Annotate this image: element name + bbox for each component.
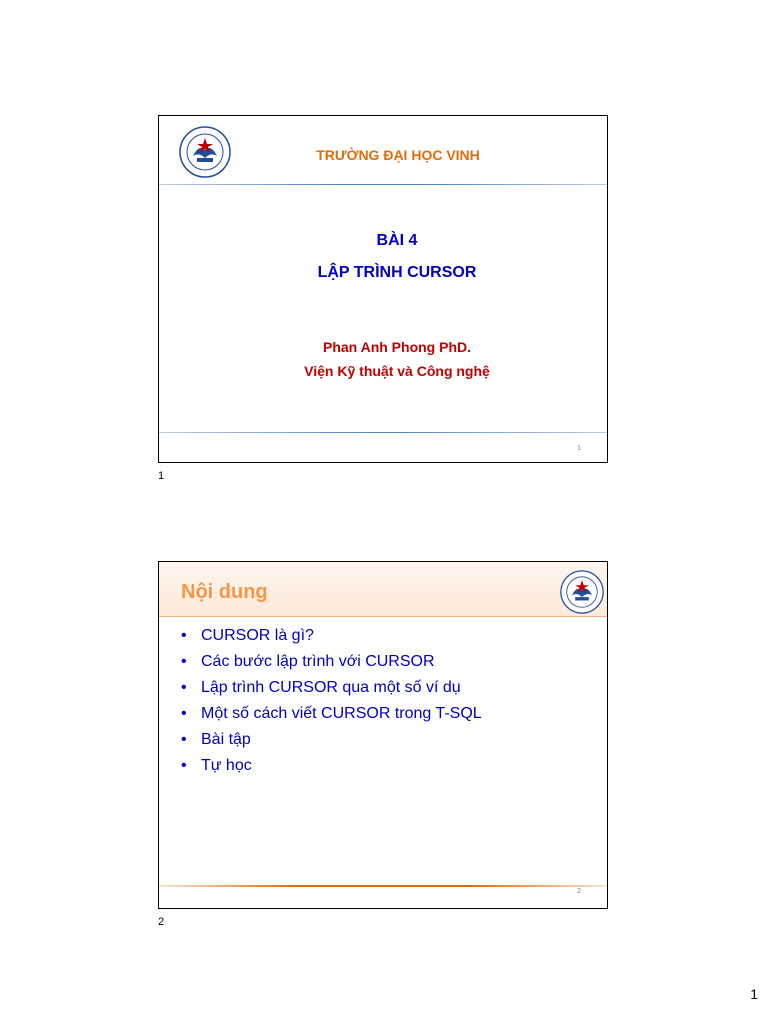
- lesson-title: LẬP TRÌNH CURSOR: [317, 264, 477, 281]
- slide-caption: 2: [158, 916, 165, 928]
- list-item-text: Các bước lập trình với CURSOR: [201, 653, 435, 670]
- list-item: [181, 727, 482, 753]
- list-item-text: Tự học: [201, 757, 252, 774]
- institute-name: Viện Kỹ thuật và Công nghệ: [304, 363, 490, 379]
- list-item: [181, 753, 482, 779]
- list-item-text: CURSOR là gì?: [201, 627, 314, 644]
- slide-2: [158, 561, 608, 909]
- slide-caption: 1: [158, 470, 165, 482]
- divider-top: [159, 616, 607, 617]
- bullet-icon: •: [181, 679, 187, 696]
- divider-bottom: [159, 432, 607, 433]
- list-item-text: Một số cách viết CURSOR trong T-SQL: [201, 705, 482, 722]
- university-title: TRƯỜNG ĐẠI HỌC VINH: [316, 147, 480, 163]
- lesson-number: BÀI 4: [376, 232, 418, 249]
- slide-number: 1: [577, 445, 581, 452]
- slide-1: [158, 115, 608, 463]
- bullet-icon: •: [181, 705, 187, 722]
- bullet-icon: •: [181, 653, 187, 670]
- list-item-text: Lập trình CURSOR qua một số ví dụ: [201, 679, 461, 696]
- list-item-text: Bài tập: [201, 731, 251, 748]
- slide-title: Nội dung: [181, 581, 268, 603]
- slide-number: 2: [577, 888, 581, 895]
- university-logo-icon: [560, 570, 604, 614]
- author-name: Phan Anh Phong PhD.: [322, 339, 472, 355]
- list-item: [181, 675, 482, 701]
- bullet-icon: •: [181, 757, 187, 774]
- sheet-page-number: 1: [750, 986, 758, 1002]
- content-list: [181, 623, 482, 779]
- list-item: [181, 701, 482, 727]
- divider-top: [159, 184, 607, 185]
- bullet-icon: •: [181, 731, 187, 748]
- list-item: [181, 649, 482, 675]
- bullet-icon: •: [181, 627, 187, 644]
- list-item: [181, 623, 482, 649]
- divider-bottom: [159, 885, 607, 887]
